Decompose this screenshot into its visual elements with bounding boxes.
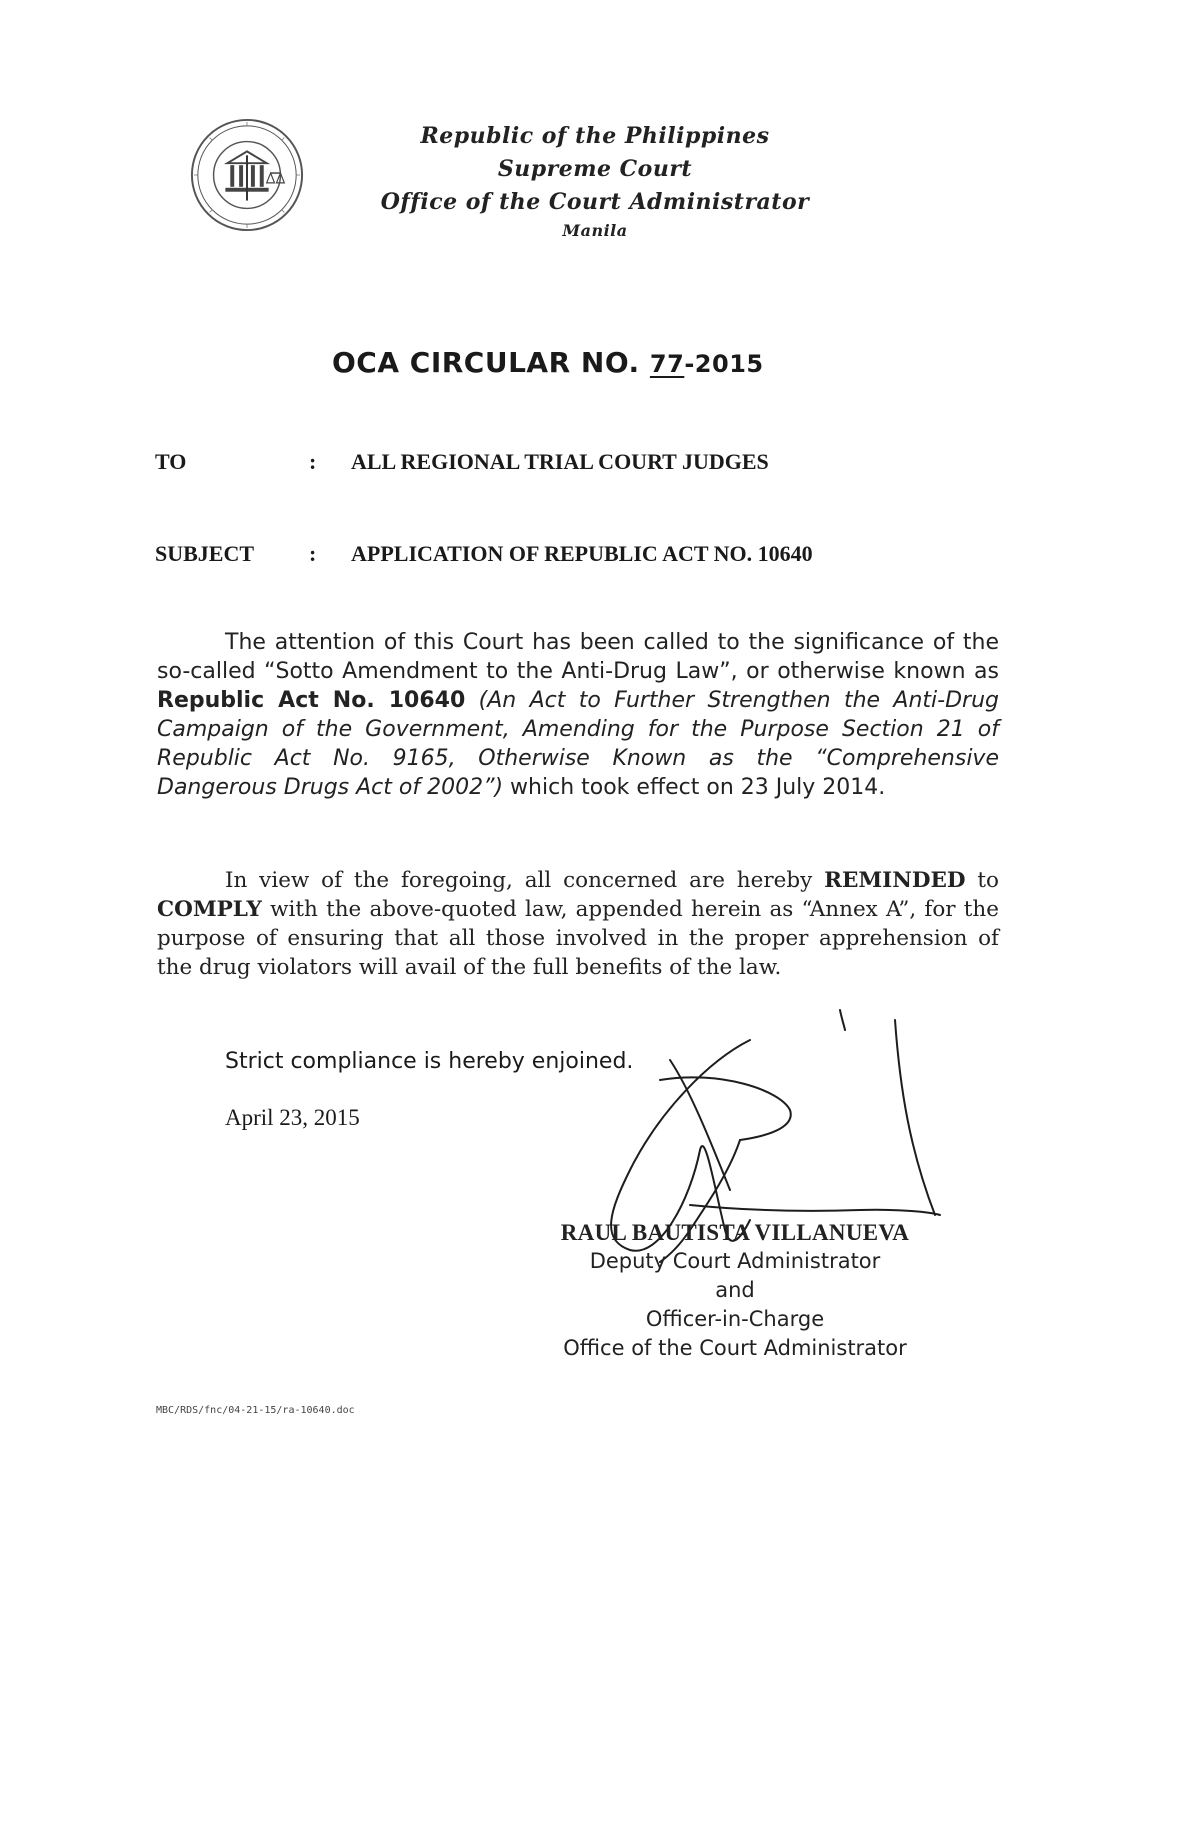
file-reference: MBC/RDS/fnc/04-21-15/ra-10640.doc	[156, 1405, 355, 1416]
signatory-title-2: Officer-in-Charge	[645, 1307, 825, 1331]
signatory-and: and	[715, 1278, 755, 1302]
signatory-title-1: Deputy Court Administrator	[589, 1249, 881, 1273]
circular-number: 77	[649, 350, 685, 378]
closing-line: Strict compliance is hereby enjoined.	[225, 1049, 634, 1074]
signatory-name: RAUL BAUTISTA VILLANUEVA	[560, 1220, 910, 1245]
court-seal-icon	[188, 116, 306, 234]
circular-year: -2015	[684, 350, 764, 378]
header-city: Manila	[562, 221, 628, 240]
subject-colon: :	[309, 541, 317, 566]
subject-label: SUBJECT	[155, 541, 255, 566]
p2-comply: COMPLY	[157, 897, 262, 922]
p2-a: In view of the foregoing, all concerned are hereby	[225, 868, 825, 893]
signatory-office: Office of the Court Administrator	[563, 1336, 907, 1360]
header-office: Office of the Court Administrator	[380, 189, 810, 215]
p1-act-name: Republic Act No. 10640	[157, 688, 466, 713]
subject-value: APPLICATION OF REPUBLIC ACT NO. 10640	[351, 541, 813, 566]
circular-prefix: OCA CIRCULAR NO.	[332, 346, 640, 379]
to-value: ALL REGIONAL TRIAL COURT JUDGES	[351, 449, 769, 474]
to-label: TO	[155, 449, 187, 474]
body-paragraph-1	[157, 628, 999, 802]
p2-b: to	[965, 868, 999, 893]
header-republic: Republic of the Philippines	[420, 123, 770, 149]
letterhead	[330, 120, 860, 243]
p1-act-title: (An Act to Further Strengthen the Anti-Drug Campaign of the Government, Amending for the Purpose Section 21 of Republic Act No. 9165, Otherwise Known as the “Comprehensive Dangerous Drugs Act of 2002”)	[157, 688, 999, 800]
header-supreme-court: Supreme Court	[497, 156, 693, 182]
body-paragraph-2	[157, 866, 999, 982]
p1-intro: The attention of this Court has been called to the significance of the so-called “Sotto Amendment to the Anti-Drug Law”, or otherwise known as	[157, 630, 999, 684]
p2-c: with the above-quoted law, appended herein as “Annex A”, for the purpose of ensuring that all those involved in the proper apprehension of the drug violators will avail of the full benefits of the law.	[157, 897, 999, 980]
to-colon: :	[309, 449, 317, 474]
circular-title	[332, 346, 932, 379]
p2-reminded: REMINDED	[824, 868, 966, 893]
p1-effectivity: which took effect on 23 July 2014.	[503, 775, 886, 800]
issue-date: April 23, 2015	[225, 1105, 360, 1130]
signatory-block	[510, 1218, 960, 1363]
